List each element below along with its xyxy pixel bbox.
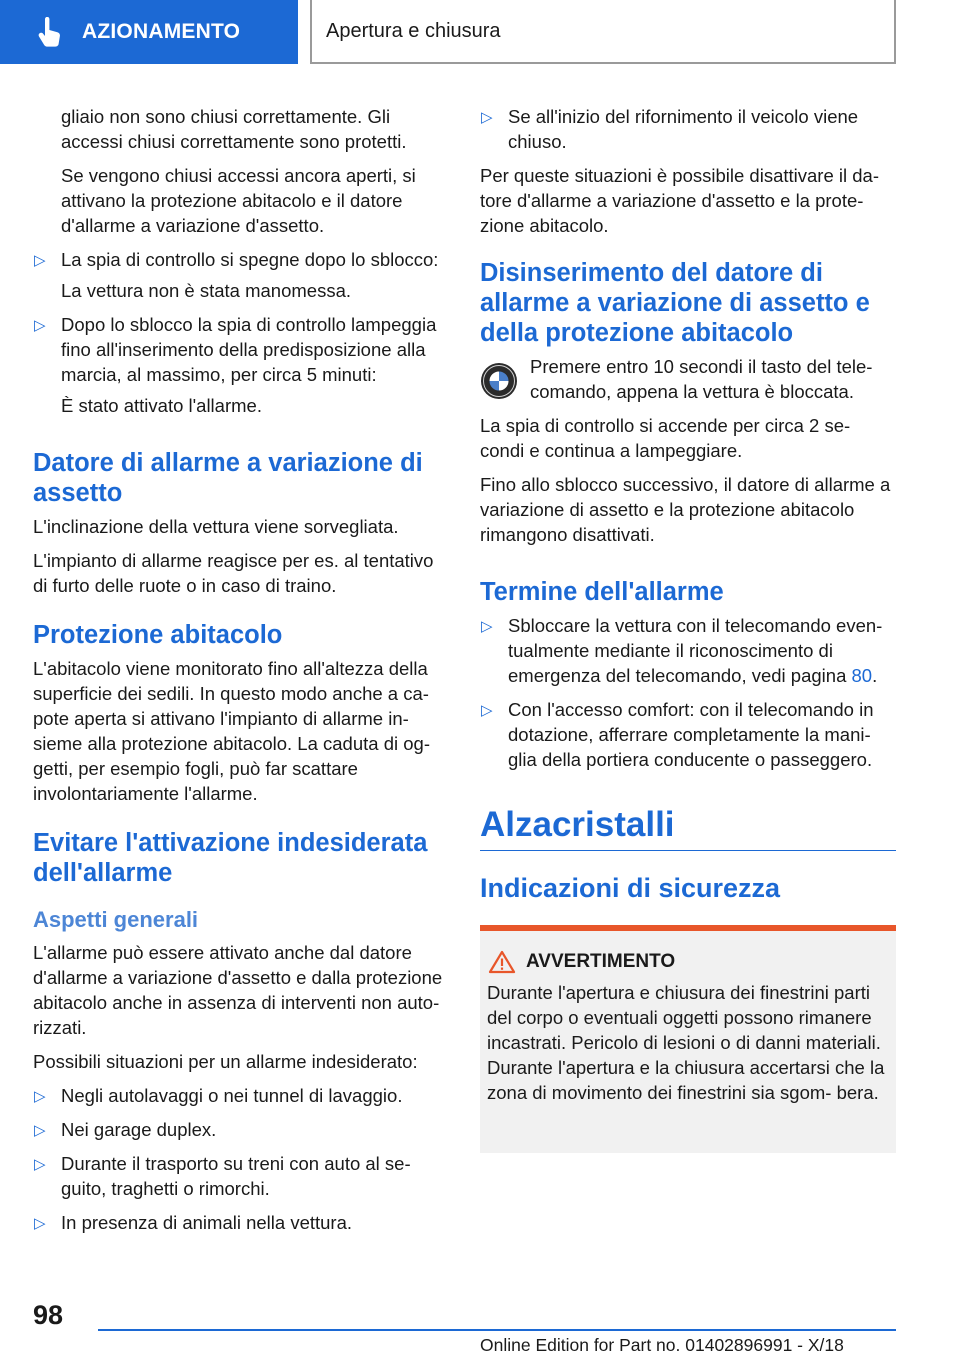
footer-divider [98,1329,896,1331]
paragraph: gliaio non sono chiusi correttamente. Gli accessi chiusi correttamente sono protetti. [61,106,407,152]
heading-datore-assetto: Datore di allarme a variazione di assetto [33,449,423,507]
icon-paragraph-text: Premere entro 10 secondi il tasto del tele‐ comando, appena la vettura è bloccata. [530,356,873,402]
chapter-title: AZIONAMENTO [82,20,241,43]
heading-termine-allarme: Termine dell'allarme [480,578,724,606]
hand-pointer-icon [34,17,64,47]
paragraph: Se vengono chiusi accessi ancora aperti, si attivano la protezione abitacolo e il datore d'allarme a variazione d'assetto. [61,165,416,236]
list-item [33,1083,449,1108]
list-item [33,247,449,303]
bullet-triangle-icon: ▷ [481,702,493,719]
paragraph: Possibili situazioni per un allarme indesiderato: [33,1051,418,1072]
paragraph: Per queste situazioni è possibile disattivare il da‐ tore d'allarme a variazione d'assetto e la prote‐ zione abitacolo. [480,165,879,236]
paragraph: L'allarme può essere attivato anche dal datore d'allarme a variazione d'assetto e dalla protezione abitacolo anche in assenza di interventi non auto‐ rizzati. [33,942,443,1038]
paragraph: L'inclinazione della vettura viene sorvegliata. [33,516,399,537]
list-item [480,697,896,772]
bullet-triangle-icon: ▷ [34,1215,46,1232]
bullet-triangle-icon: ▷ [481,618,493,635]
warning-triangle-icon [488,950,516,974]
list-item-text-part: Sbloccare la vettura con il telecomando even‐ tualmente mediante il riconoscimento di emergenza del telecomando, vedi pagina [508,615,883,686]
list-item-text: Negli autolavaggi o nei tunnel di lavaggio. [61,1085,403,1106]
bmw-key-icon [480,362,518,400]
list-item [33,1210,449,1235]
heading-disinserimento: Disinserimento del datore di allarme a variazione di assetto e della protezione abitacolo [480,259,870,347]
warning-text: Durante l'apertura e chiusura dei finestrini parti del corpo o eventuali oggetti possono rimanere incastrati. Pericolo di lesioni o di danni materiali. Durante l'apertura e la chiusura accertarsi che la zona di movimento dei finestrini sia sgom‐ bera. [487,982,885,1103]
heading-protezione-abitacolo: Protezione abitacolo [33,621,283,649]
list-item [33,312,449,418]
paragraph: Fino allo sblocco successivo, il datore di allarme a variazione di assetto e la protezione abitacolo rimangono disattivati. [480,474,891,545]
list-item-subtext: La vettura non è stata manomessa. [61,280,352,301]
right-column [480,104,896,1153]
page-link[interactable]: 80 [851,665,873,686]
list-item [33,1117,449,1142]
section-title: Apertura e chiusura [326,19,501,42]
list-item-text: Nei garage duplex. [61,1119,217,1140]
paragraph: L'impianto di allarme reagisce per es. al tentativo di furto delle ruote o in caso di traino. [33,550,434,596]
list-item-text: Con l'accesso comfort: con il telecomando in dotazione, afferrare completamente la mani‐ glia della portiera conducente o passeggero. [508,699,874,770]
icon-paragraph [480,354,896,404]
left-column [33,104,449,1244]
heading-aspetti-generali: Aspetti generali [33,907,199,932]
page-number: 98 [33,1300,64,1330]
list-item-subtext: È stato attivato l'allarme. [61,395,262,416]
bullet-triangle-icon: ▷ [481,109,493,126]
list-item-text: Dopo lo sblocco la spia di controllo lampeggia fino all'inserimento della predisposizione alla marcia, al massimo, per circa 5 minuti: [61,314,437,385]
list-item-text: Se all'inizio del rifornimento il veicolo viene chiuso. [508,106,859,152]
bullet-triangle-icon: ▷ [34,1122,46,1139]
footer-edition: Online Edition for Part no. 01402896991 - X/18 [480,1335,844,1355]
list-item-text: In presenza di animali nella vettura. [61,1212,353,1233]
bullet-triangle-icon: ▷ [34,317,46,334]
paragraph: La spia di controllo si accende per circa 2 se‐ condi e continua a lampeggiare. [480,415,851,461]
list-item-text: Durante il trasporto su treni con auto al se‐ guito, traghetti o rimorchi. [61,1153,411,1199]
list-item-text-end: . [872,665,878,686]
section-header [310,0,896,64]
warning-title: AVVERTIMENTO [526,951,676,972]
warning-header [487,949,888,974]
list-item [480,613,896,688]
heading-alzacristalli: Alzacristalli [480,804,896,851]
heading-indicazioni-sicurezza: Indicazioni di sicurezza [480,873,781,903]
list-item-text [508,613,896,688]
bullet-triangle-icon: ▷ [34,252,46,269]
paragraph: L'abitacolo viene monitorato fino all'altezza della superficie dei sedili. In questo modo anche a ca‐ pote aperta si attivano l'impianto di allarme in‐ sieme alla protezione abitacolo. La caduta di og‐ getti, per esempio fogli, può far scattare involontariamente l'allarme. [33,658,430,804]
heading-evitare-attivazione: Evitare l'attivazione indesiderata dell'allarme [33,829,428,887]
list-item [480,104,896,154]
list-item [33,1151,449,1201]
chapter-tab[interactable] [0,0,298,64]
bullet-triangle-icon: ▷ [34,1088,46,1105]
bullet-triangle-icon: ▷ [34,1156,46,1173]
warning-box [480,925,896,1153]
list-item-text: La spia di controllo si spegne dopo lo sblocco: [61,249,439,270]
